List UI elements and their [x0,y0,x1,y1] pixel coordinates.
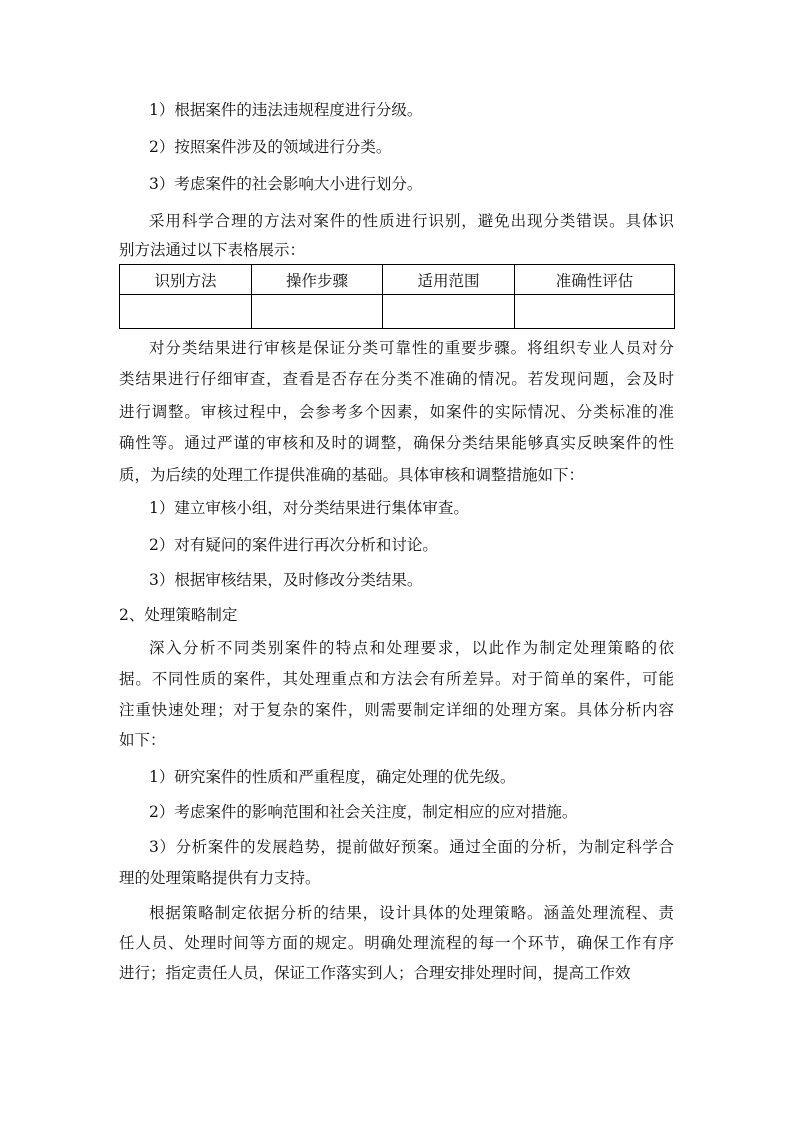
table-cell [252,295,383,329]
table-row [120,295,675,329]
paragraph-line: 根据策略制定依据分析的结果，设计具体的处理策略。涵盖处理流程、责 [149,904,674,922]
list-item-line: 2）考虑案件的影响范围和社会关注度，制定相应的应对措施。 [149,803,578,821]
list-item-line: 3）考虑案件的社会影响大小进行划分。 [149,175,423,193]
table-header-cell: 准确性评估 [515,265,675,295]
paragraph-line: 深入分析不同类别案件的特点和处理要求，以此作为制定处理策略的依 [149,639,674,657]
table-cell [120,295,252,329]
list-item-line: 理的处理策略提供有力支持。 [119,869,321,887]
paragraph-line: 进行；指定责任人员，保证工作落实到人；合理安排处理时间，提高工作效 [119,964,631,982]
table-header-row [120,265,675,295]
table-cell [383,295,515,329]
identification-methods-table [119,264,675,329]
list-item-line: 1）建立审核小组，对分类结果进行集体审查。 [149,499,469,517]
paragraph-line: 据。不同性质的案件，其处理重点和方法会有所差异。对于简单的案件，可能 [119,670,674,688]
paragraph-line: 如下： [119,731,166,749]
list-item-line: 3）分析案件的发展趋势，提前做好预案。通过全面的分析，为制定科学合 [149,838,674,856]
paragraph-line: 确性等。通过严谨的审核和及时的调整，确保分类结果能够真实反映案件的性 [119,434,674,452]
table-cell [515,295,675,329]
paragraph-line: 质，为后续的处理工作提供准确的基础。具体审核和调整措施如下： [119,466,585,484]
list-item-line: 1）研究案件的性质和严重程度，确定处理的优先级。 [149,768,516,786]
paragraph-line: 进行调整。审核过程中，会参考多个因素，如案件的实际情况、分类标准的准 [119,403,674,421]
paragraph-line: 注重快速处理；对于复杂的案件，则需要制定详细的处理方案。具体分析内容 [119,701,674,719]
paragraph-line: 别方法通过以下表格展示： [119,241,306,259]
paragraph-line: 对分类结果进行审核是保证分类可靠性的重要步骤。将组织专业人员对分 [149,339,674,357]
table-header-cell: 识别方法 [120,265,252,295]
list-item-line: 2）按照案件涉及的领域进行分类。 [149,138,392,156]
list-item-line: 2）对有疑问的案件进行再次分析和讨论。 [149,536,438,554]
paragraph-line: 采用科学合理的方法对案件的性质进行识别，避免出现分类错误。具体识 [149,212,674,230]
table-header-cell: 操作步骤 [252,265,383,295]
paragraph-line: 类结果进行仔细审查，查看是否存在分类不准确的情况。若发现问题，会及时 [119,370,674,388]
paragraph-line: 任人员、处理时间等方面的规定。明确处理流程的每一个环节，确保工作有序 [119,934,674,952]
section-heading: 2、处理策略制定 [119,606,238,624]
list-item-line: 3）根据审核结果，及时修改分类结果。 [149,571,423,589]
table-header-cell: 适用范围 [383,265,515,295]
list-item-line: 1）根据案件的违法违规程度进行分级。 [149,101,423,119]
